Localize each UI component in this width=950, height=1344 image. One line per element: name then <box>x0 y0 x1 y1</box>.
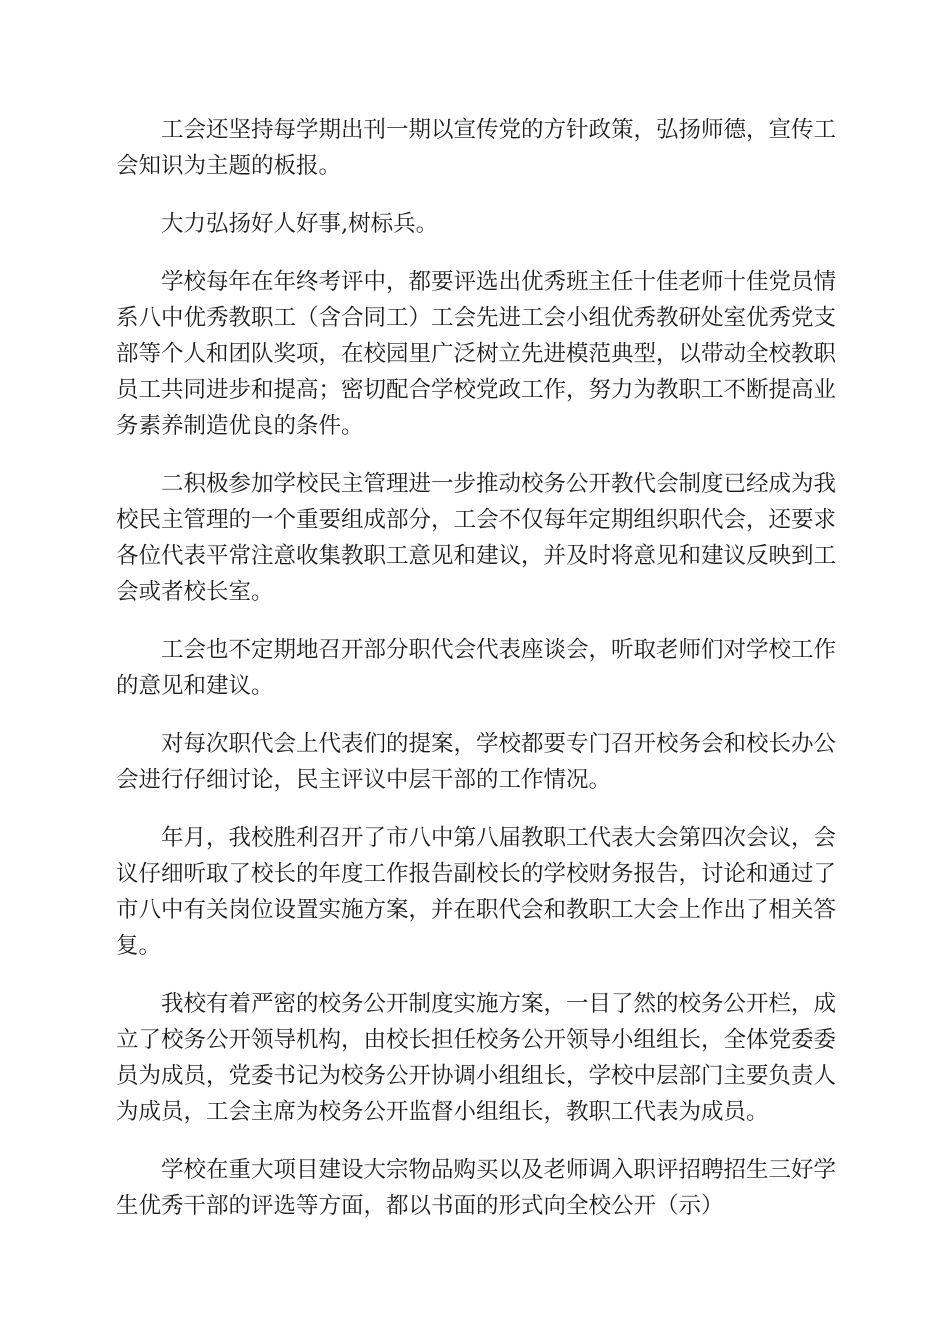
paragraph-4: 二积极参加学校民主管理进一步推动校务公开教代会制度已经成为我校民主管理的一个重要组成部分，工会不仅每年定期组织职代会，还要求各位代表平常注意收集教职工意见和建议，并及时将意见和建议反映到工会或者校长室。 <box>116 471 837 605</box>
paragraph-7: 年月，我校胜利召开了市八中第八届教职工代表大会第四次会议，会议仔细听取了校长的年度工作报告副校长的学校财务报告，讨论和通过了市八中有关岗位设置实施方案，并在职代会和教职工大会上作出了相关答复。 <box>116 825 837 959</box>
paragraph-1: 工会还坚持每学期出刊一期以宣传党的方针政策，弘扬师德，宣传工会知识为主题的板报。 <box>116 117 837 179</box>
paragraph-2: 大力弘扬好人好事,树标兵。 <box>161 211 439 237</box>
document-page <box>116 112 836 1246</box>
paragraph-8: 我校有着严密的校务公开制度实施方案，一目了然的校务公开栏，成立了校务公开领导机构，由校长担任校务公开领导小组组长，全体党委委员为成员，党委书记为校务公开协调小组组长，学校中层部门主要负责人为成员，工会主席为校务公开监督小组组长，教职工代表为成员。 <box>116 991 837 1125</box>
paragraph-3: 学校每年在年终考评中，都要评选出优秀班主任十佳老师十佳党员情系八中优秀教职工（含合同工）工会先进工会小组优秀教研处室优秀党支部等个人和团队奖项，在校园里广泛树立先进模范典型，以带动全校教职员工共同进步和提高；密切配合学校党政工作，努力为教职工不断提高业务素养制造优良的条件。 <box>116 269 837 439</box>
paragraph-9: 学校在重大项目建设大宗物品购买以及老师调入职评招聘招生三好学生优秀干部的评选等方面，都以书面的形式向全校公开（示） <box>116 1157 837 1219</box>
paragraph-6: 对每次职代会上代表们的提案，学校都要专门召开校务会和校长办公会进行仔细讨论，民主评议中层干部的工作情况。 <box>116 731 837 793</box>
paragraph-5: 工会也不定期地召开部分职代会代表座谈会，听取老师们对学校工作的意见和建议。 <box>116 637 837 699</box>
